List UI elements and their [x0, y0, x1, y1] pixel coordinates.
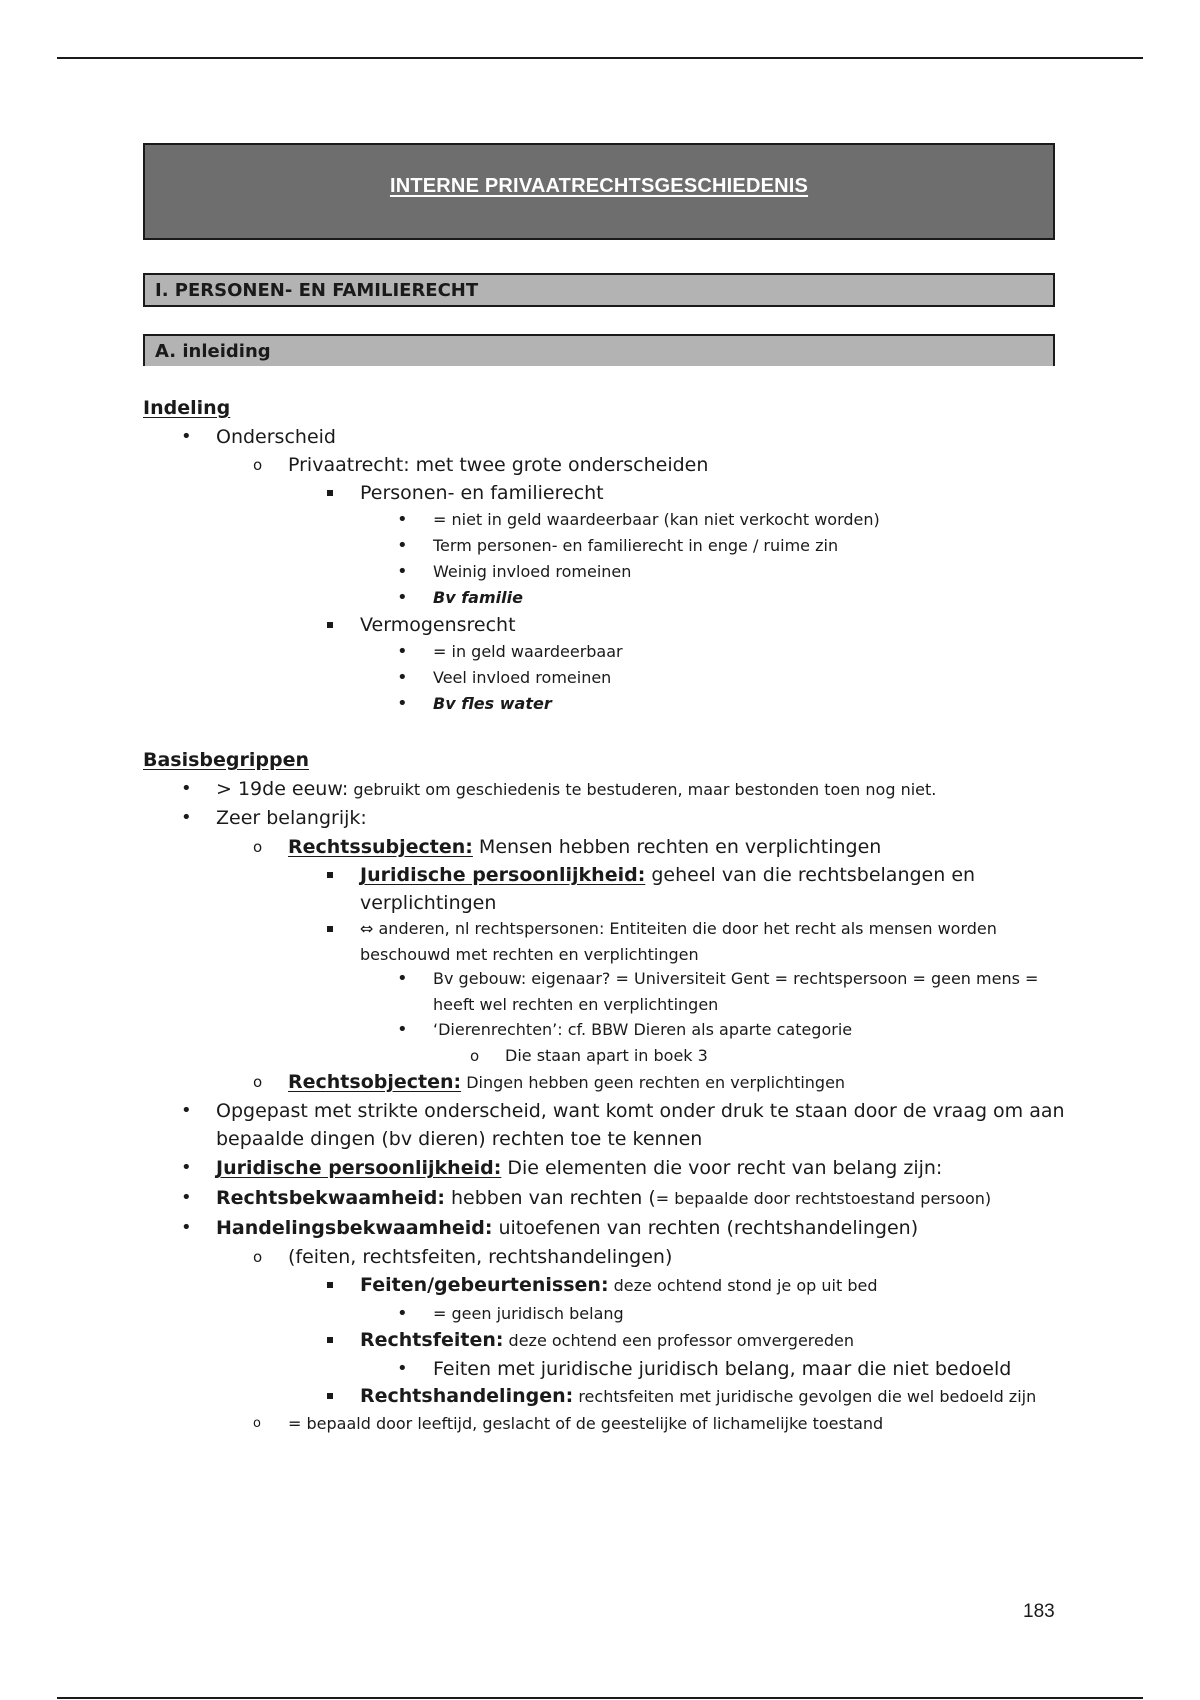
- list-item-continuation: bepaalde dingen (bv dieren) rechten toe te kennen: [216, 1128, 703, 1150]
- list-item: Rechtssubjecten: Mensen hebben rechten en verplichtingen: [288, 836, 882, 858]
- list-item: = bepaald door leeftijd, geslacht of de geestelijke of lichamelijke toestand: [288, 1414, 884, 1433]
- bullet-dot: •: [397, 1303, 408, 1324]
- list-item: Handelingsbekwaamheid: uitoefenen van rechten (rechtshandelingen): [216, 1217, 919, 1239]
- bullet-dot: •: [181, 1157, 192, 1178]
- bullet-square: [327, 1337, 333, 1343]
- bullet-circle: o: [253, 1248, 263, 1266]
- list-item: Rechtsobjecten: Dingen hebben geen rechten en verplichtingen: [288, 1071, 846, 1093]
- bullet-dot: •: [397, 1019, 408, 1040]
- section-heading-inleiding: A. inleiding: [143, 334, 1055, 366]
- list-item: = niet in geld waardeerbaar (kan niet verkocht worden): [433, 510, 880, 529]
- bullet-dot: •: [181, 807, 192, 828]
- list-item: = in geld waardeerbaar: [433, 642, 623, 661]
- bullet-dot: •: [181, 1100, 192, 1121]
- heading-indeling: Indeling: [143, 397, 231, 419]
- bullet-circle: o: [253, 1073, 263, 1091]
- list-item: Vermogensrecht: [360, 614, 516, 636]
- heading-basisbegrippen: Basisbegrippen: [143, 749, 310, 771]
- bullet-dot: •: [181, 1187, 192, 1208]
- header-rule: [57, 57, 1143, 59]
- bullet-dot: •: [397, 535, 408, 556]
- list-item: Bv fles water: [433, 694, 552, 713]
- list-item: (feiten, rechtsfeiten, rechtshandelingen): [288, 1246, 673, 1268]
- list-item-continuation: verplichtingen: [360, 892, 497, 914]
- bullet-square: [327, 926, 333, 932]
- section-heading-personen-familierecht: I. PERSONEN- EN FAMILIERECHT: [143, 273, 1055, 307]
- bullet-dot: •: [397, 587, 408, 608]
- list-item: Rechtsbekwaamheid: hebben van rechten (= bepaalde door rechtstoestand persoon): [216, 1187, 992, 1209]
- list-item: Term personen- en familierecht in enge / ruime zin: [433, 536, 839, 555]
- list-item: Die staan apart in boek 3: [505, 1046, 708, 1065]
- list-item-continuation: heeft wel rechten en verplichtingen: [433, 995, 719, 1014]
- bullet-square: [327, 622, 333, 628]
- bullet-dot: •: [397, 641, 408, 662]
- list-item: Rechtsfeiten: deze ochtend een professor omvergereden: [360, 1329, 854, 1351]
- bullet-dot: •: [397, 667, 408, 688]
- document-title: INTERNE PRIVAATRECHTSGESCHIEDENIS: [389, 175, 809, 197]
- bullet-dot: •: [397, 561, 408, 582]
- list-item: = geen juridisch belang: [433, 1304, 624, 1323]
- bullet-square: [327, 1393, 333, 1399]
- bullet-circle: o: [253, 1416, 261, 1431]
- list-item: Weinig invloed romeinen: [433, 562, 632, 581]
- list-item: Bv gebouw: eigenaar? = Universiteit Gent = rechtspersoon = geen mens =: [433, 969, 1039, 988]
- list-item: Feiten met juridische juridisch belang, maar die niet bedoeld: [433, 1358, 1012, 1380]
- list-item: ⇔ anderen, nl rechtspersonen: Entiteiten die door het recht als mensen worden: [360, 919, 997, 938]
- title-banner: [143, 143, 1055, 240]
- bullet-square: [327, 1282, 333, 1288]
- list-item: Onderscheid: [216, 426, 336, 448]
- bullet-square: [327, 490, 333, 496]
- list-item: > 19de eeuw: gebruikt om geschiedenis te bestuderen, maar bestonden toen nog niet.: [216, 778, 937, 800]
- footer-rule: [57, 1697, 1143, 1699]
- page-number: 183: [1023, 1601, 1055, 1622]
- bullet-circle: o: [253, 456, 263, 474]
- list-item: Juridische persoonlijkheid: Die elementen die voor recht van belang zijn:: [216, 1157, 943, 1179]
- list-item: Zeer belangrijk:: [216, 807, 367, 829]
- bullet-dot: •: [181, 778, 192, 799]
- bullet-dot: •: [397, 968, 408, 989]
- list-item: Bv familie: [433, 588, 523, 607]
- list-item: Personen- en familierecht: [360, 482, 604, 504]
- bullet-circle: o: [470, 1047, 480, 1065]
- list-item: Veel invloed romeinen: [433, 668, 612, 687]
- bullet-circle: o: [253, 838, 263, 856]
- bullet-dot: •: [397, 509, 408, 530]
- list-item: Privaatrecht: met twee grote onderscheiden: [288, 454, 709, 476]
- bullet-square: [327, 872, 333, 878]
- bullet-dot: •: [181, 426, 192, 447]
- list-item: Rechtshandelingen: rechtsfeiten met juridische gevolgen die wel bedoeld zijn: [360, 1385, 1037, 1407]
- list-item: Opgepast met strikte onderscheid, want komt onder druk te staan door de vraag om aan: [216, 1100, 1065, 1122]
- bullet-dot: •: [181, 1217, 192, 1238]
- bullet-dot: •: [397, 693, 408, 714]
- list-item: Juridische persoonlijkheid: geheel van die rechtsbelangen en: [360, 864, 976, 886]
- bullet-dot: •: [397, 1358, 408, 1379]
- list-item-continuation: beschouwd met rechten en verplichtingen: [360, 945, 699, 964]
- list-item: Feiten/gebeurtenissen: deze ochtend stond je op uit bed: [360, 1274, 878, 1296]
- list-item: ‘Dierenrechten’: cf. BBW Dieren als aparte categorie: [433, 1020, 853, 1039]
